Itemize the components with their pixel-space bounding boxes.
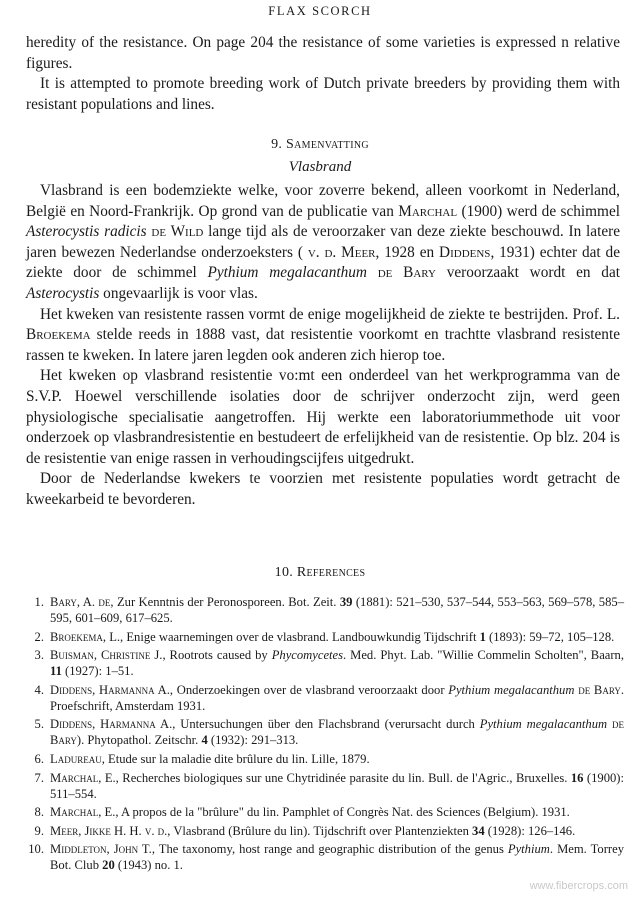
section-9-number: 9. xyxy=(271,137,283,152)
reference-item: 2. Broekema, L., Enige waarnemingen over de vlasbrand. Landbouwkundig Tijdschrift 1 (1893): 59–72, 105–128. xyxy=(34,629,615,644)
section-9-title: Samenvatting xyxy=(286,137,369,152)
continued-paragraph-2: It is attempted to promote breeding work of Dutch private breeders by providing them with resistant populations and lines. xyxy=(26,75,620,113)
section-10-number: 10. xyxy=(274,565,294,580)
summary-paragraph-3: Het kweken op vlasbrand resistentie vo:mt een onderdeel van het werkprogramma van de S.V.P. Hoewel verschillende isolaties door de schrijver onderzocht zijn, werd geen physiologische specialisatie aangetroffen. Hij werkte een laboratoriummethode uit voor onderzoek op vlasbrandresistentie en bestudeert de erfelijkheid van de resistentie. Op blz. 204 is de resistentie van enige rassen in verhoudingscijfeıs uitgedrukt. xyxy=(26,367,620,467)
summary-paragraph-2: Het kweken van resistente rassen vormt de enige mogelijkheid de ziekte te bestrijden. Prof. L. Broekema stelde reeds in 1888 vast, dat resistentie voorkomt en trachtte vlasbrand resistente rassen te kweken. In latere jaren legden ook anderen zich hierop toe. xyxy=(26,305,620,364)
reference-list xyxy=(20,594,624,876)
continued-text xyxy=(26,33,620,115)
reference-item: 5. Diddens, Harmanna A., Untersuchungen über den Flachsbrand (verursacht durch Pythium megalacanthum de Bary). Phytopathol. Zeitschr. 4 (1932): 291–313. xyxy=(34,717,625,748)
summary-paragraph-1: Vlasbrand is een bodemziekte welke, voor zoverre bekend, alleen voorkomt in Nederland, België en Noord-Frankrijk. Op grond van de publicatie van Marchal (1900) werd de schimmel Asterocystis radicis de Wild lange tijd als de veroorzaker van deze ziekte beschouwd. In latere jaren bewezen Nederlandse onderzoeksters ( v. d. Meer, 1928 en Diddens, 1931) echter dat de ziekte door de schimmel Pythium megalacanthum de Bary veroorzaakt wordt en dat Asterocystis ongevaarlijk is voor vlas. xyxy=(26,182,620,302)
reference-item: 3. Buisman, Christine J., Rootrots caused by Phycomycetes. Med. Phyt. Lab. "Willie Commelin Scholten", Baarn, 11 (1927): 1–51. xyxy=(34,648,625,679)
watermark: www.fibercrops.com xyxy=(529,880,628,892)
section-10-title: References xyxy=(296,565,366,580)
summary-paragraph-4: Door de Nederlandse kwekers te voorzien met resistente populaties wordt getracht de kweekarbeid te bevorderen. xyxy=(26,470,620,508)
reference-item: 1. Bary, A. de, Zur Kenntnis der Peronosporeen. Bot. Zeit. 39 (1881): 521–530, 537–544, 553–563, 569–578, 585–595, 601–609, 617–625. xyxy=(34,595,624,625)
section-9-subtitle: Vlasbrand xyxy=(288,159,352,175)
summary-text xyxy=(26,181,620,511)
reference-item: 8. Marchal, E., A propos de la "brûlure" du lin. Pamphlet of Congrès Nat. des Sciences (Belgium). 1931. xyxy=(34,805,570,820)
continued-paragraph-1: heredity of the resistance. On page 204 the resistance of some varieties is expressed n relative figures. xyxy=(26,34,620,72)
reference-item: 6. Ladureau, Etude sur la maladie dite brûlure du lin. Lille, 1879. xyxy=(34,751,370,766)
reference-item: 9. Meer, Jikke H. H. v. d., Vlasbrand (Brûlure du lin). Tijdschrift over Plantenziekten 34 (1928): 126–146. xyxy=(34,823,576,838)
reference-item: 4. Diddens, Harmanna A., Onderzoekingen over de vlasbrand veroorzaakt door Pythium megalacanthum de Bary. Proefschrift, Amsterdam 1931. xyxy=(34,682,624,713)
section-10-heading xyxy=(0,565,640,581)
running-head: FLAX SCORCH xyxy=(268,4,372,18)
reference-item: 7. Marchal, E., Recherches biologiques sur une Chytridinée parasite du lin. Bull. de l'Agric., Bruxelles. 16 (1900): 511–554. xyxy=(34,770,624,801)
section-9-heading xyxy=(0,137,640,153)
reference-item: 10. Middleton, John T., The taxonomy, host range and geographic distribution of the genus Pythium. Mem. Torrey Bot. Club 20 (1943) no. 1. xyxy=(28,842,624,873)
